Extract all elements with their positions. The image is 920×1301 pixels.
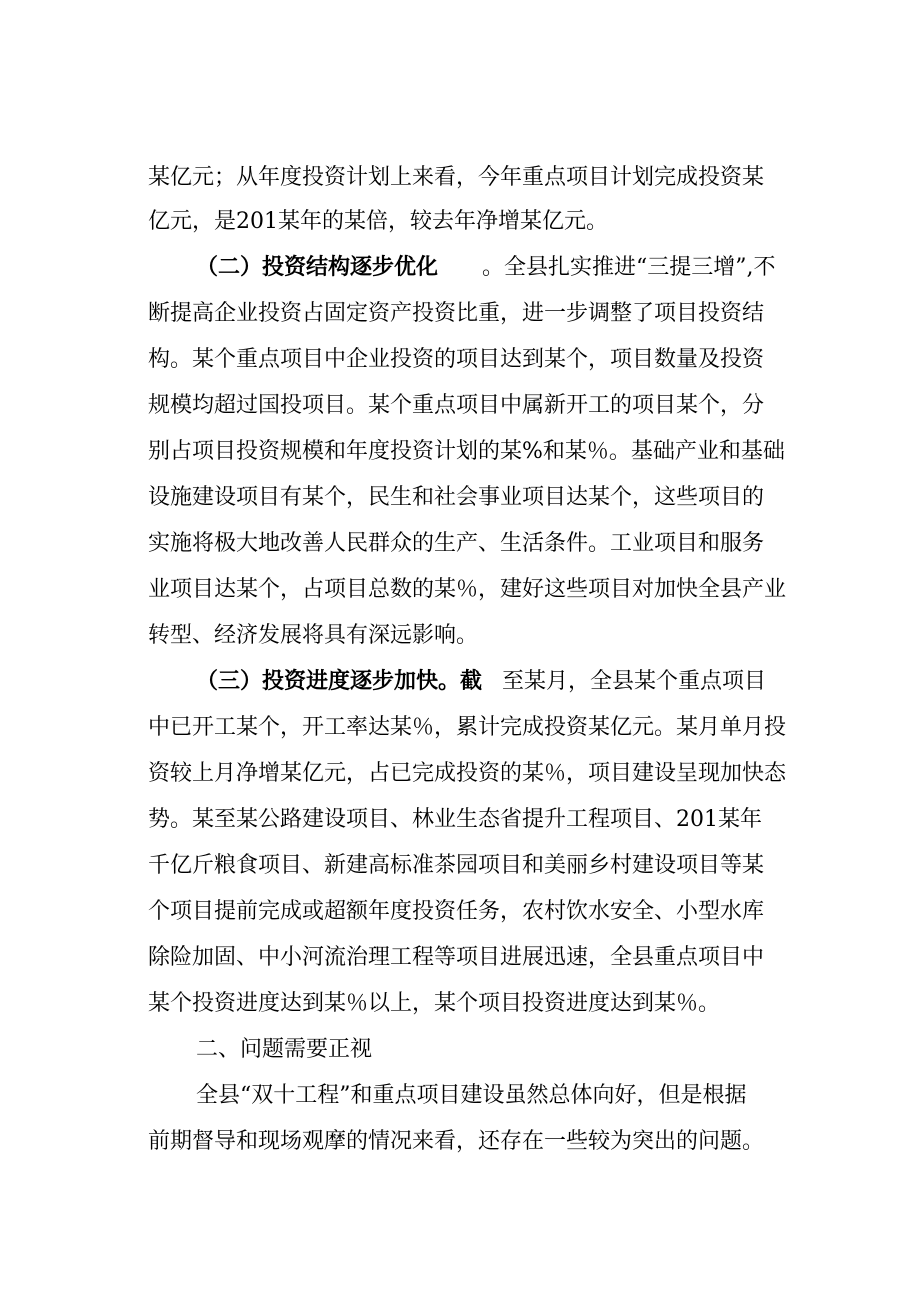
text-line: 设施建设项目有某个，民生和社会事业项目达某个，这些项目的 [148, 485, 765, 510]
paragraph-2-line-1 [0, 246, 920, 290]
paragraph-2-line-4 [0, 384, 920, 428]
paragraph-4-line-1 [0, 1074, 920, 1118]
text-line: 资较上月净增某亿元，占已完成投资的某％，项目建设呈现加快态 [148, 761, 787, 786]
text-line: 某个投资进度达到某％以上，某个项目投资进度达到某％。 [148, 991, 721, 1016]
text-line: 前期督导和现场观摩的情况来看，还存在一些较为突出的问题。 [148, 1129, 765, 1154]
paragraph-3-line-5 [0, 844, 920, 888]
text-line: 某亿元；从年度投资计划上来看，今年重点项目计划完成投资某 [148, 165, 765, 190]
paragraph-2-line-7 [0, 522, 920, 566]
text-line: 构。某个重点项目中企业投资的项目达到某个，项目数量及投资 [148, 347, 765, 372]
text-line: 千亿斤粮食项目、新建高标准茶园项目和美丽乡村建设项目等某 [148, 853, 765, 878]
paragraph-2-line-8 [0, 568, 920, 612]
paragraph-3-line-6 [0, 890, 920, 934]
text-line: 全县“双十工程”和重点项目建设虽然总体向好，但是根据 [196, 1083, 747, 1108]
paragraph-4-line-2 [0, 1120, 920, 1164]
text-line: 业项目达某个，占项目总数的某％，建好这些项目对加快全县产业 [148, 577, 787, 602]
paragraph-2-line-6 [0, 476, 920, 520]
paragraph-2-heading: （二）投资结构逐步优化 [196, 255, 439, 280]
paragraph-2-line-5 [0, 430, 920, 474]
paragraph-3-heading: （三）投资进度逐步加快。截 [196, 669, 483, 694]
text-line: 至某月，全县某个重点项目 [502, 669, 767, 694]
text-line: 实施将极大地改善人民群众的生产、生活条件。工业项目和服务 [148, 531, 765, 556]
paragraph-3-line-8 [0, 982, 920, 1026]
paragraph-2-line-9 [0, 614, 920, 658]
text-line: 亿元，是201某年的某倍，较去年净增某亿元。 [148, 209, 608, 234]
paragraph-3-line-2 [0, 706, 920, 750]
paragraph-1-line-1 [0, 156, 920, 200]
text-line: 除险加固、中小河流治理工程等项目进展迅速，全县重点项目中 [148, 945, 765, 970]
text-line: 。全县扎实推进“三提三增”,不 [482, 255, 776, 280]
paragraph-2-line-2 [0, 292, 920, 336]
text-line: 转型、经济发展将具有深远影响。 [148, 623, 479, 648]
paragraph-3-line-4 [0, 798, 920, 842]
text-line: 中已开工某个，开工率达某％，累计完成投资某亿元。某月单月投 [148, 715, 787, 740]
text-line: 断提高企业投资占固定资产投资比重，进一步调整了项目投资结 [148, 301, 765, 326]
paragraph-3-line-3 [0, 752, 920, 796]
text-line: 个项目提前完成或超额年度投资任务，农村饮水安全、小型水库 [148, 899, 765, 924]
section-heading: 二、问题需要正视 [196, 1037, 373, 1062]
paragraph-1-line-2 [0, 200, 920, 244]
paragraph-3-line-1 [0, 660, 920, 704]
text-line: 别占项目投资规模和年度投资计划的某%和某％。基础产业和基础 [148, 439, 785, 464]
text-line: 势。某至某公路建设项目、林业生态省提升工程项目、201某年 [148, 807, 762, 832]
paragraph-3-line-7 [0, 936, 920, 980]
text-line: 规模均超过国投项目。某个重点项目中属新开工的项目某个，分 [148, 393, 765, 418]
section-heading-line [0, 1028, 920, 1072]
paragraph-2-line-3 [0, 338, 920, 382]
